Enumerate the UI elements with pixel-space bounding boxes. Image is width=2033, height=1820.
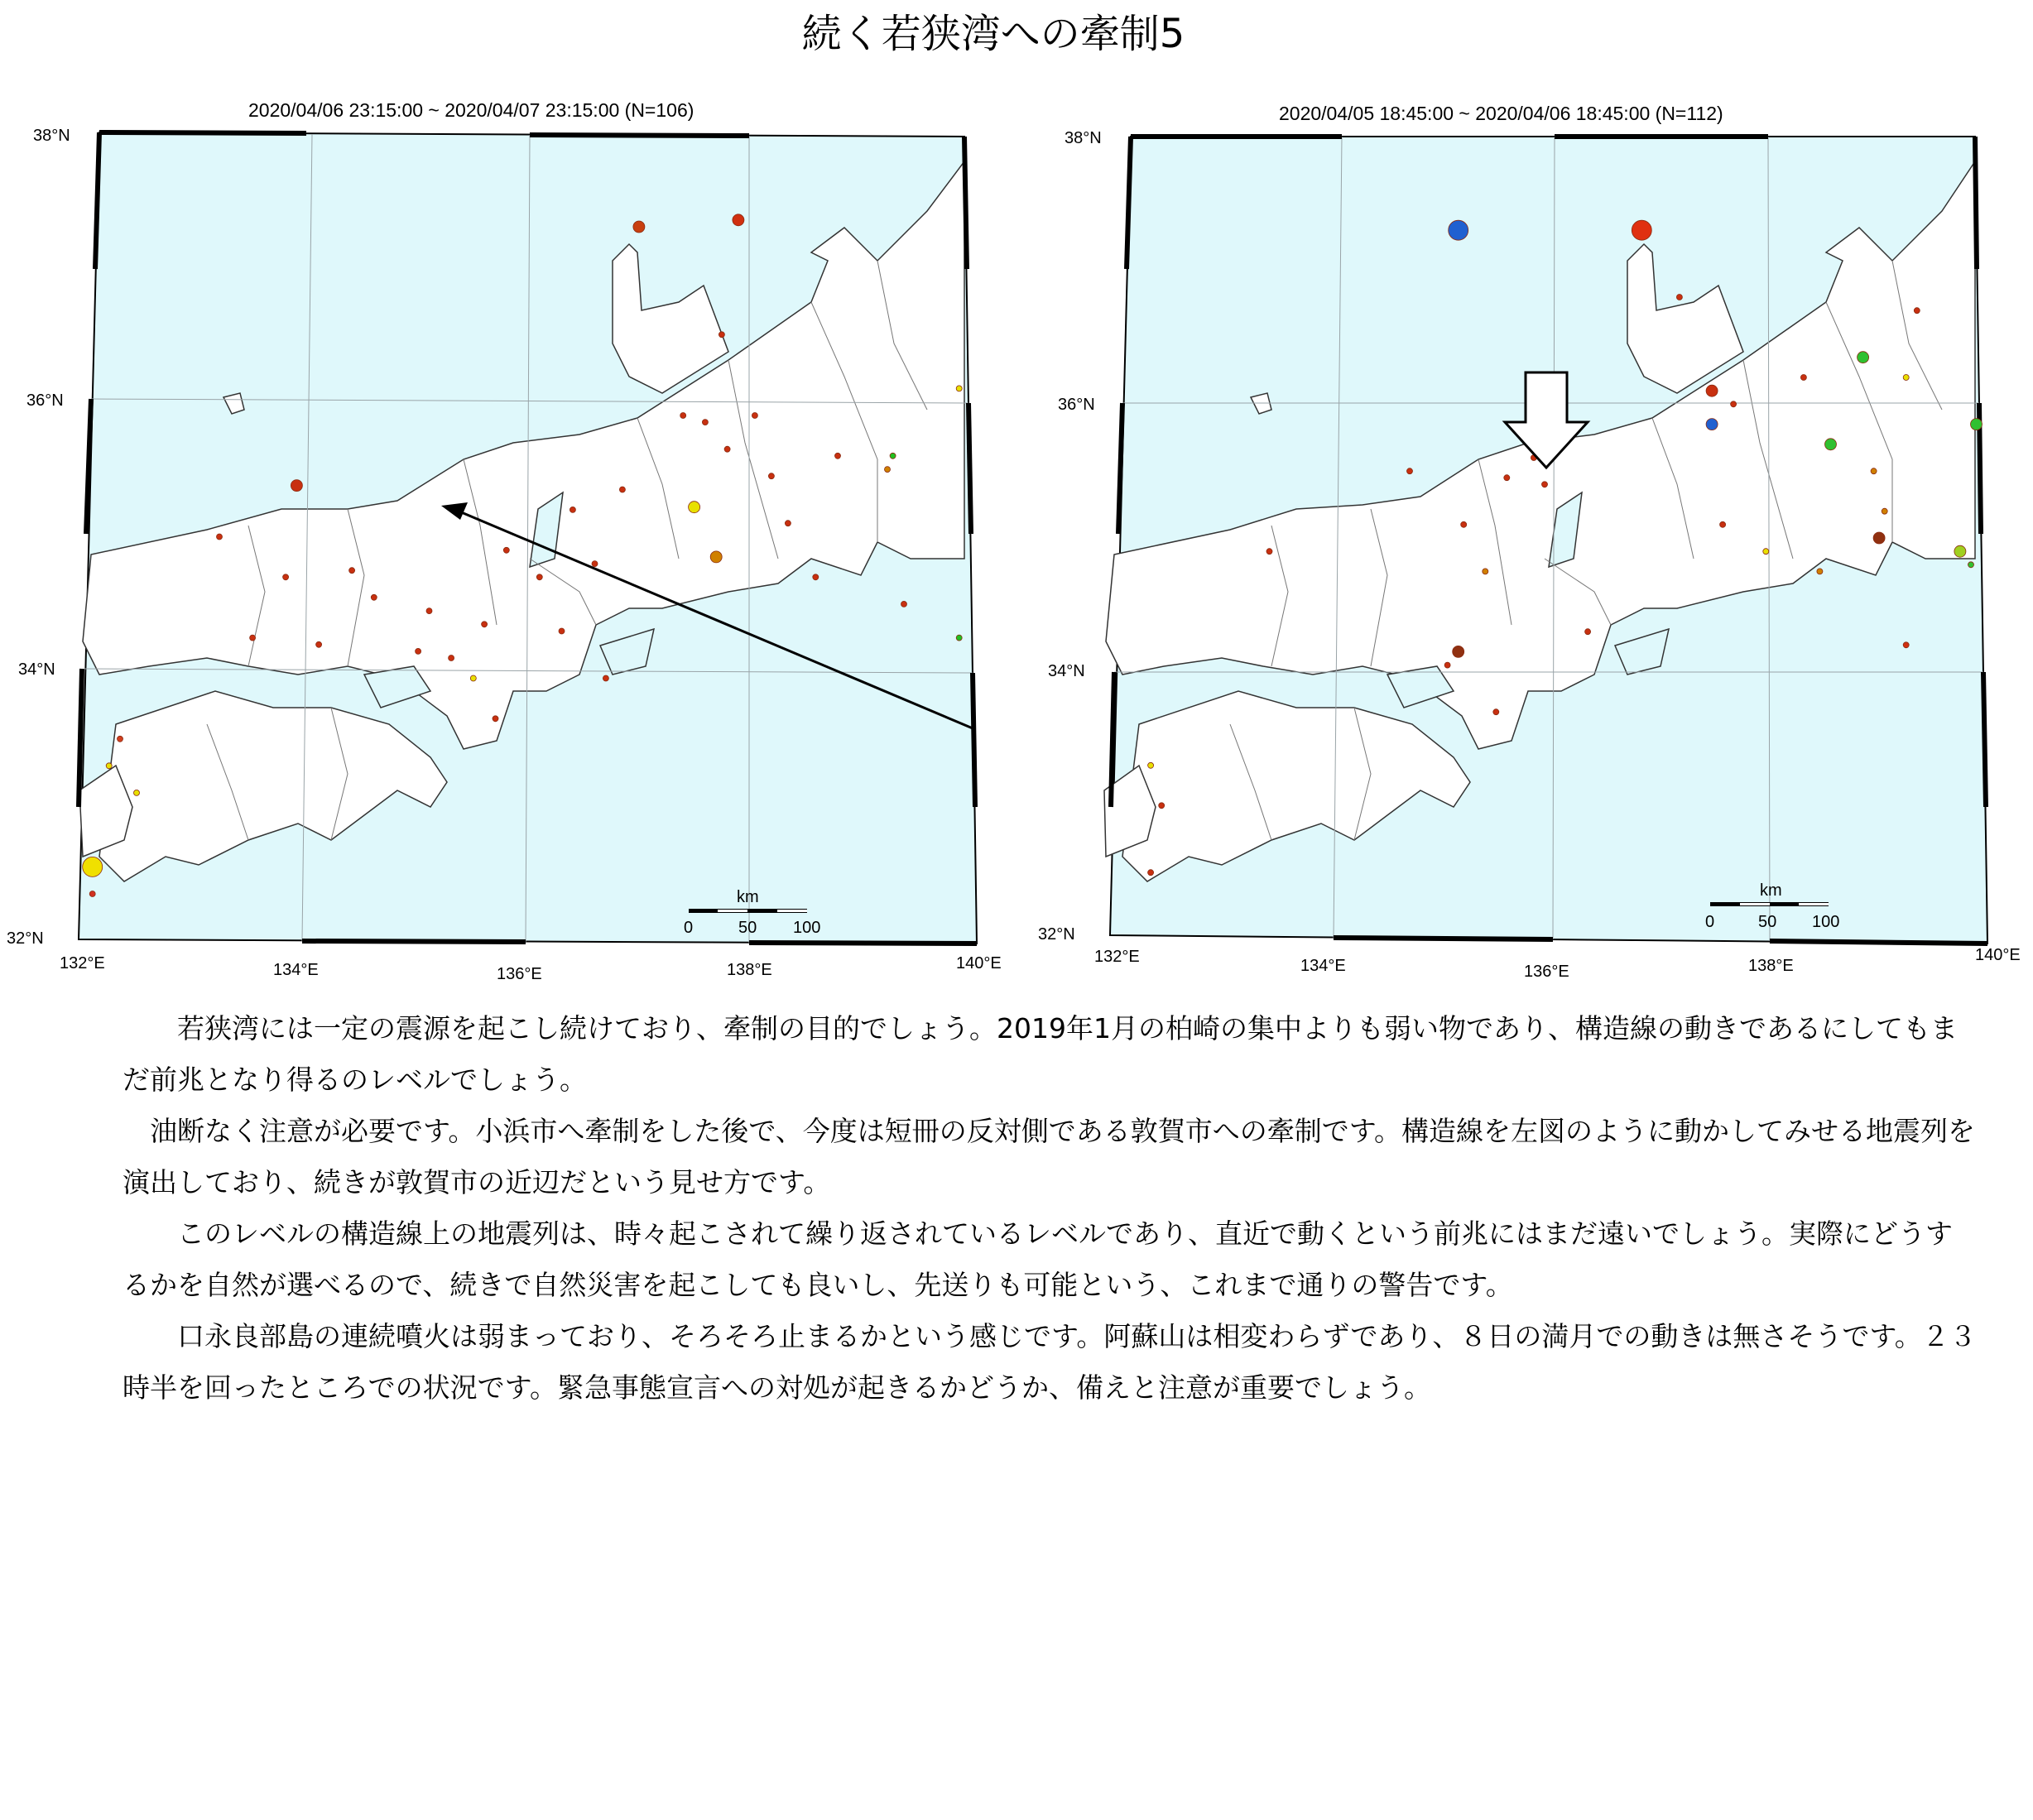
epicenter-point: [1858, 352, 1869, 363]
epicenter-point: [1461, 521, 1467, 527]
left-map-time-range: 2020/04/06 23:15:00 ~ 2020/04/07 23:15:00 (N=106): [248, 99, 694, 121]
epicenter-point: [89, 891, 95, 897]
lat-label-32: 32°N: [1038, 925, 1075, 944]
paragraph-4: 口永良部島の連続噴火は弱まっており、そろそろ止まるかという感じです。阿蘇山は相変わらずであり、８日の満月での動きは無さそうです。２３時半を回ったところでの状況です。緊急事態宣言への対処が起きるかどうか、備えと注意が重要でしょう。: [123, 1320, 1977, 1404]
epicenter-point: [1720, 521, 1726, 527]
epicenter-point: [1763, 549, 1769, 555]
lon-label-132: 132°E: [60, 954, 105, 972]
epicenter-point: [1706, 385, 1718, 396]
epicenter-point: [1148, 870, 1154, 876]
epicenter-point: [83, 857, 103, 876]
scale-tick-100: 100: [793, 919, 821, 937]
epicenter-point: [349, 568, 355, 574]
epicenter-point: [1903, 375, 1909, 381]
epicenter-point: [885, 467, 891, 473]
epicenter-point: [633, 221, 645, 233]
epicenter-point: [283, 574, 289, 580]
right-seismic-map: [1015, 95, 2033, 985]
epicenter-point: [416, 648, 421, 654]
lon-label-138: 138°E: [1748, 957, 1794, 975]
epicenter-point: [733, 214, 744, 226]
lat-labels-right: [1038, 129, 1102, 944]
epicenter-point: [1148, 762, 1154, 768]
epicenter-point: [1954, 545, 1966, 557]
epicenter-point: [1453, 646, 1464, 657]
lat-label-34: 34°N: [18, 660, 55, 679]
epicenter-point: [901, 601, 907, 607]
lon-label-138: 138°E: [727, 961, 772, 979]
epicenter-point: [835, 453, 841, 459]
epicenter-point: [710, 551, 722, 563]
scale-tick-100: 100: [1812, 913, 1840, 931]
epicenter-point: [1825, 439, 1837, 450]
epicenter-point: [752, 413, 757, 419]
epicenter-point: [1731, 401, 1737, 407]
lon-label-132: 132°E: [1094, 948, 1140, 966]
epicenter-point: [1444, 662, 1450, 668]
epicenter-point: [250, 635, 256, 641]
lon-labels-right: [1094, 946, 2021, 981]
epicenter-point: [689, 502, 700, 513]
epicenter-point: [371, 594, 377, 600]
epicenter-point: [1817, 569, 1823, 574]
epicenter-point: [813, 574, 819, 580]
epicenter-point: [724, 446, 730, 452]
lon-label-136: 136°E: [1524, 963, 1569, 981]
epicenter-point: [619, 487, 625, 492]
epicenter-point: [1632, 220, 1651, 240]
right-map-time-range: 2020/04/05 18:45:00 ~ 2020/04/06 18:45:00 (N=112): [1279, 103, 1723, 124]
scale-tick-0: 0: [684, 919, 694, 937]
lat-labels-left: [7, 127, 70, 948]
paragraph-1: 若狭湾には一定の震源を起こし続けており、牽制の目的でしょう。2019年1月の柏崎の集中よりも弱い物であり、構造線の動きであるにしてもまだ前兆となり得るのレベルでしょう。: [123, 1012, 1958, 1096]
scale-unit: km: [1760, 881, 1782, 900]
epicenter-point: [1504, 475, 1510, 481]
epicenter-point: [702, 420, 708, 425]
epicenter-point: [680, 413, 686, 419]
epicenter-point: [1676, 295, 1682, 300]
epicenter-point: [1493, 709, 1499, 715]
epicenter-point: [956, 386, 962, 391]
epicenter-point: [316, 641, 322, 647]
lat-label-38: 38°N: [33, 127, 70, 145]
epicenter-point: [785, 521, 791, 526]
paragraph-3: このレベルの構造線上の地震列は、時々起こされて繰り返されているレベルであり、直近で動くという前兆にはまだ遠いでしょう。実際にどうするかを自然が選べるので、続きで自然災害を起こしても良いし、先送りも可能という、これまで通りの警告です。: [123, 1217, 1953, 1301]
epicenter-point: [536, 574, 542, 580]
epicenter-point: [1903, 642, 1909, 648]
scale-tick-50: 50: [738, 919, 757, 937]
epicenter-point: [559, 628, 565, 634]
scale-tick-50: 50: [1758, 913, 1777, 931]
epicenter-point: [426, 608, 432, 614]
epicenter-point: [1706, 419, 1718, 430]
epicenter-point: [1542, 482, 1548, 487]
page-title: 続く若狭湾への牽制5: [801, 11, 1185, 57]
epicenter-point: [768, 473, 774, 479]
lon-label-140: 140°E: [956, 954, 1002, 972]
epicenter-point: [118, 736, 123, 742]
epicenter-point: [1800, 375, 1806, 381]
paragraph-2: 油断なく注意が必要です。小浜市へ牽制をした後で、今度は短冊の反対側である敦賀市への牽制です。構造線を左図のように動かしてみせる地震列を演出しており、続きが敦賀市の近辺だという見せ方です。: [123, 1115, 1976, 1198]
epicenter-point: [106, 763, 112, 769]
epicenter-point: [503, 547, 509, 553]
epicenter-point: [592, 561, 598, 567]
lat-label-32: 32°N: [7, 929, 44, 948]
lat-label-38: 38°N: [1065, 129, 1102, 147]
lon-label-140: 140°E: [1975, 946, 2021, 964]
left-seismic-map: [0, 95, 1018, 985]
epicenter-point: [1968, 562, 1974, 568]
epicenter-point: [719, 332, 724, 338]
epicenter-point: [1882, 508, 1887, 514]
lon-label-134: 134°E: [1300, 957, 1346, 975]
epicenter-point: [217, 534, 223, 540]
lat-label-36: 36°N: [1058, 396, 1095, 414]
epicenter-point: [1407, 468, 1413, 474]
lon-labels-left: [60, 954, 1002, 983]
epicenter-point: [291, 480, 302, 492]
epicenter-point: [890, 453, 896, 459]
epicenter-point: [1449, 220, 1468, 240]
epicenter-point: [493, 716, 498, 722]
epicenter-point: [1159, 803, 1165, 809]
epicenter-point: [1871, 468, 1877, 474]
epicenter-point: [956, 635, 962, 641]
epicenter-point: [470, 675, 476, 681]
epicenter-point: [1873, 532, 1885, 544]
scale-tick-0: 0: [1705, 913, 1715, 931]
epicenter-point: [570, 507, 575, 512]
epicenter-point: [1914, 308, 1920, 314]
epicenter-point: [1483, 569, 1488, 574]
epicenter-point: [1585, 629, 1591, 635]
epicenter-point: [449, 655, 454, 661]
lat-label-36: 36°N: [26, 391, 64, 410]
commentary-text: [123, 1003, 1977, 1414]
epicenter-point: [603, 675, 608, 681]
epicenter-point: [482, 622, 488, 627]
scale-unit: km: [737, 888, 759, 906]
epicenter-point: [1266, 549, 1272, 555]
epicenter-point: [134, 790, 140, 795]
lat-label-34: 34°N: [1048, 662, 1085, 680]
epicenter-point: [1971, 419, 1983, 430]
lon-label-134: 134°E: [273, 961, 319, 979]
lon-label-136: 136°E: [497, 965, 542, 983]
